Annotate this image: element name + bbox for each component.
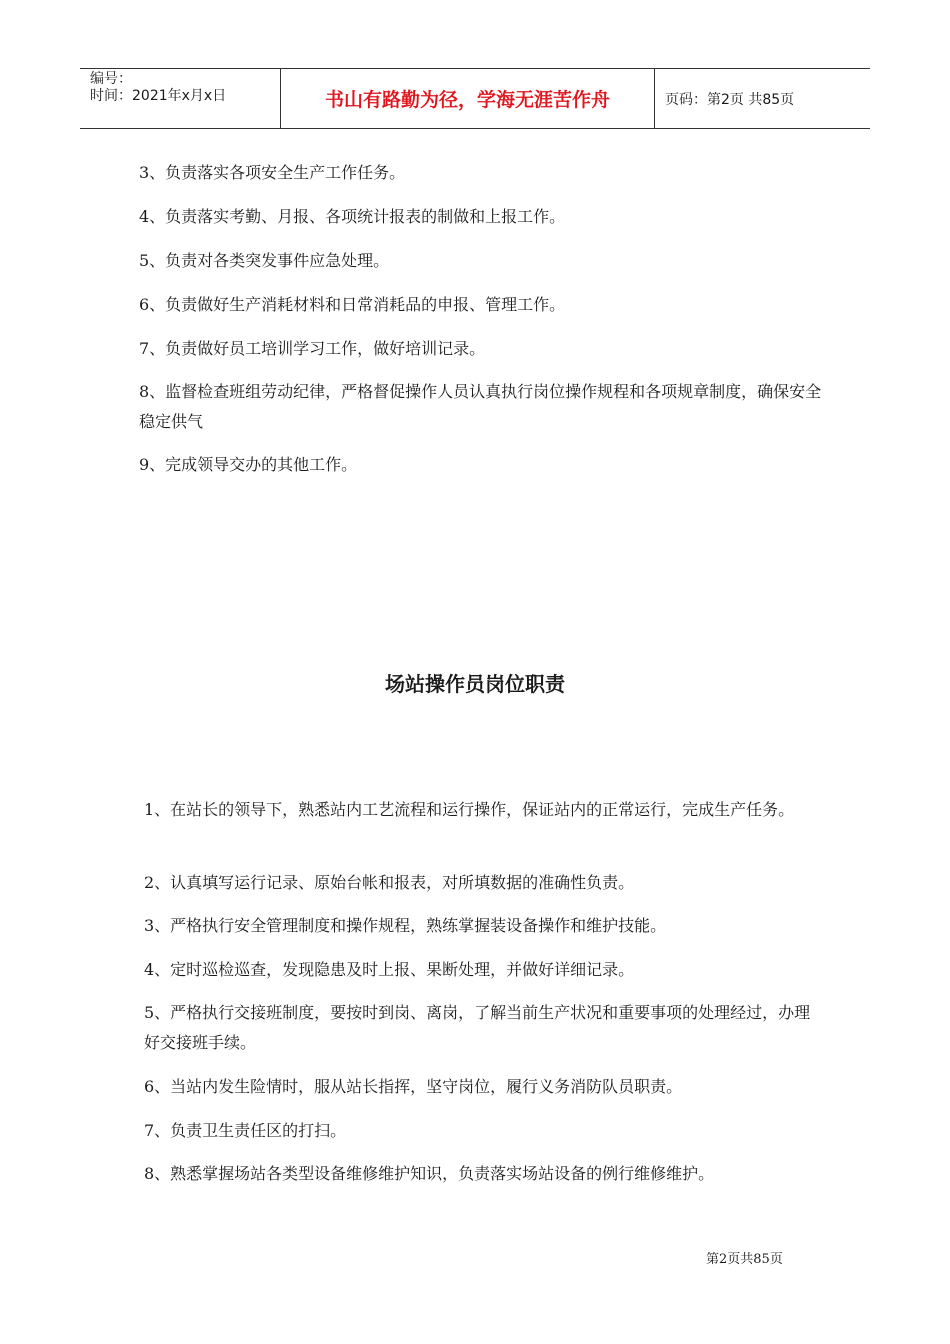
duty-item: 6、负责做好生产消耗材料和日常消耗品的申报、管理工作。 xyxy=(139,295,566,314)
duty-item: 7、负责卫生责任区的打扫。 xyxy=(144,1121,347,1140)
duty-item: 2、认真填写运行记录、原始台帐和报表，对所填数据的准确性负责。 xyxy=(144,873,635,892)
page-footer: 第2页共85页 xyxy=(706,1252,783,1267)
section-title: 场站操作员岗位职责 xyxy=(385,672,565,696)
duty-item: 8、监督检查班组劳动纪律，严格督促操作人员认真执行岗位操作规程和各项规章制度，确保安全稳定供气 xyxy=(139,382,822,431)
duty-item: 8、熟悉掌握场站各类型设备维修维护知识，负责落实场站设备的例行维修维护。 xyxy=(144,1164,715,1183)
duty-item: 3、严格执行安全管理制度和操作规程，熟练掌握装设备操作和维护技能。 xyxy=(144,916,667,935)
duty-item: 4、负责落实考勤、月报、各项统计报表的制做和上报工作。 xyxy=(139,207,566,226)
duty-item: 7、负责做好员工培训学习工作，做好培训记录。 xyxy=(139,339,486,358)
header-page-number: 页码：第2页 共85页 xyxy=(665,91,795,108)
duty-item: 3、负责落实各项安全生产工作任务。 xyxy=(139,163,406,182)
header-motto: 书山有路勤为径，学海无涯苦作舟 xyxy=(281,69,655,128)
duty-item: 5、严格执行交接班制度，要按时到岗、离岗，了解当前生产状况和重要事项的处理经过，办理好交接班手续。 xyxy=(144,1003,811,1052)
duty-item: 1、在站长的领导下，熟悉站内工艺流程和运行操作，保证站内的正常运行，完成生产任务。 xyxy=(144,800,795,819)
duty-item: 6、当站内发生险情时，服从站长指挥，坚守岗位，履行义务消防队员职责。 xyxy=(144,1077,683,1096)
duty-item: 4、定时巡检巡查，发现隐患及时上报、果断处理，并做好详细记录。 xyxy=(144,960,635,979)
document-time-label: 时间：2021年x月x日 xyxy=(90,88,227,104)
header-meta xyxy=(80,69,281,128)
duty-item: 9、完成领导交办的其他工作。 xyxy=(139,455,358,474)
page-header xyxy=(80,68,870,129)
duty-item: 5、负责对各类突发事件应急处理。 xyxy=(139,251,390,270)
document-number-label: 编号： xyxy=(90,71,132,87)
